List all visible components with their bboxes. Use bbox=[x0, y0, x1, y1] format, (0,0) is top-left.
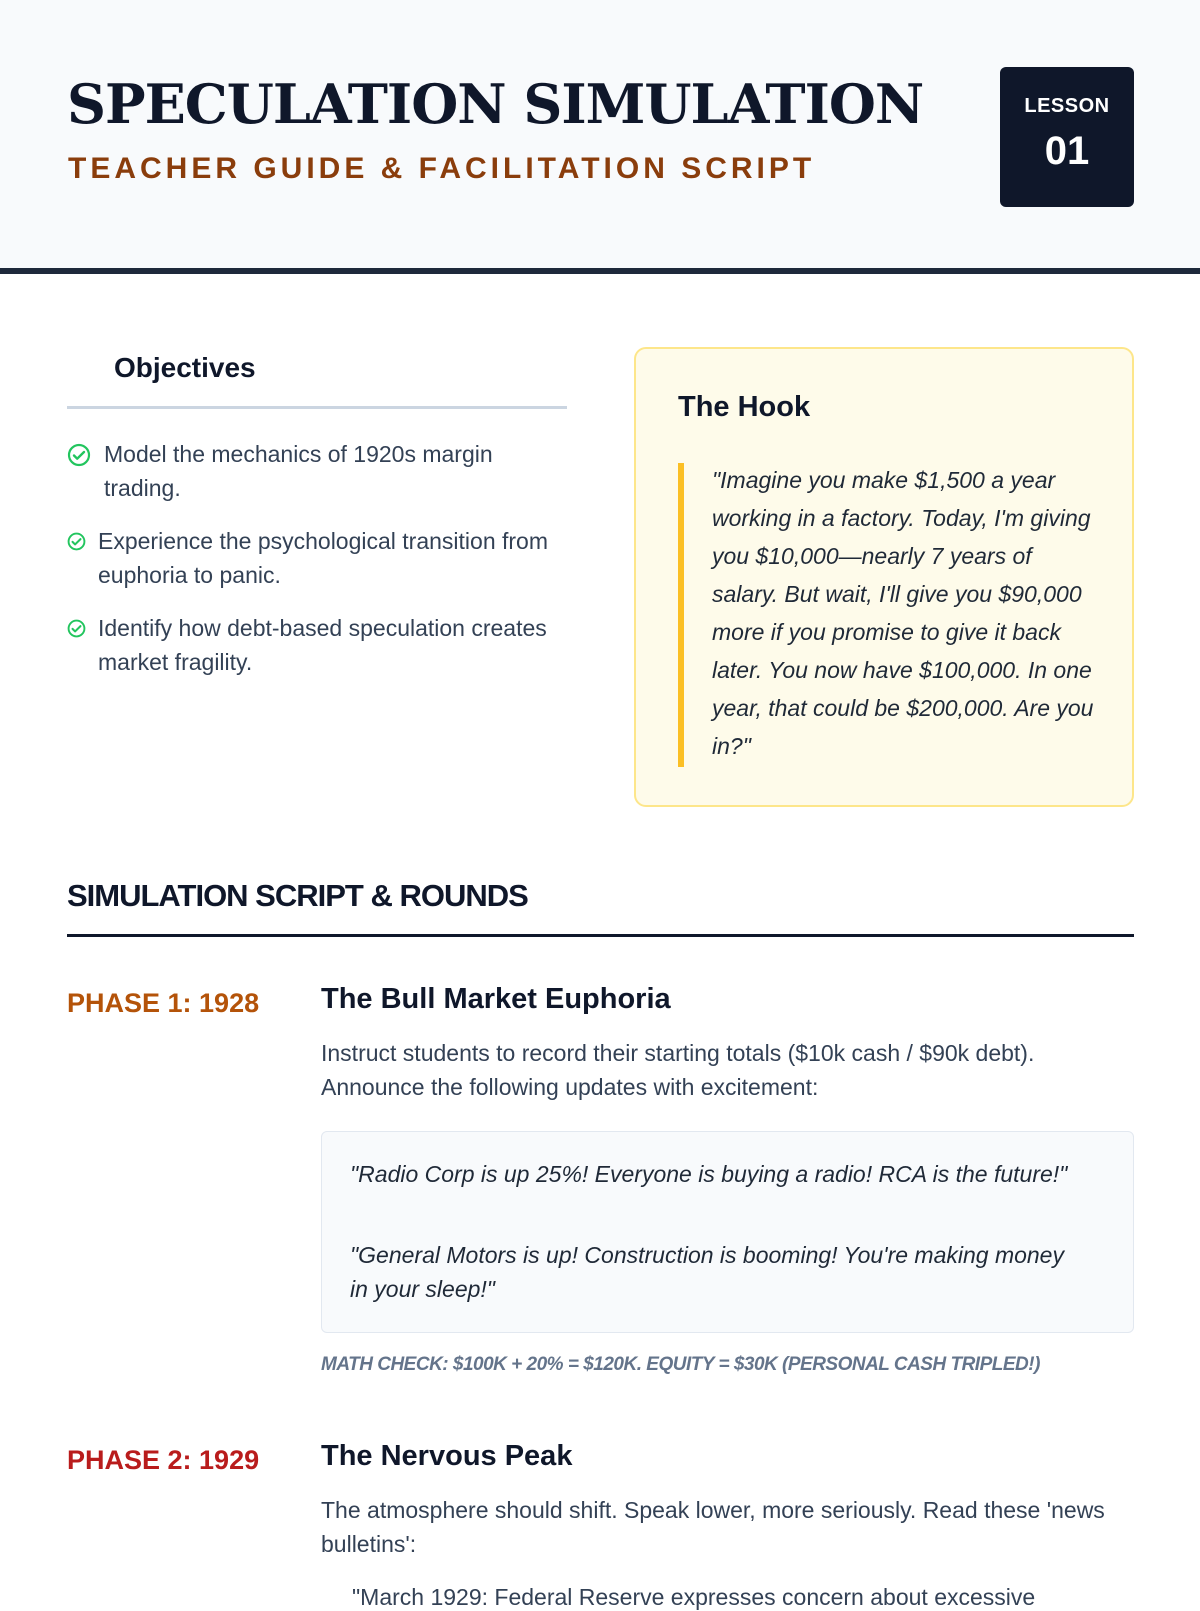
objective-item bbox=[67, 524, 557, 592]
objective-item bbox=[67, 611, 557, 679]
hook-quote: "Imagine you make $1,500 a year working in a factory. Today, I'm giving you $10,000—nearly 7 years of salary. But wait, I'll give you $90,000 more if you promise to give it back later. You now have $100,000. In one year, that could be $200,000. Are you in?" bbox=[712, 467, 1094, 759]
objective-text: Model the mechanics of 1920s margin trading. bbox=[104, 441, 493, 501]
phase-title: The Nervous Peak bbox=[321, 1440, 573, 1472]
math-check: MATH CHECK: $100K + 20% = $120K. EQUITY = $30K (PERSONAL CASH TRIPLED!) bbox=[321, 1354, 1040, 1375]
quote-box bbox=[321, 1131, 1134, 1333]
page-title: SPECULATION SIMULATION bbox=[67, 72, 924, 136]
phase-label: PHASE 1: 1928 bbox=[67, 988, 260, 1018]
check-circle-icon bbox=[67, 619, 86, 638]
objective-text: Experience the psychological transition from euphoria to panic. bbox=[98, 528, 549, 588]
phase-description: Instruct students to record their starting totals ($10k cash / $90k debt). Announce the following updates with excitement: bbox=[321, 1040, 1035, 1100]
bulletin-line: "March 1929: Federal Reserve expresses concern about excessive bbox=[352, 1584, 1036, 1610]
page-subtitle: TEACHER GUIDE & FACILITATION SCRIPT bbox=[68, 152, 816, 185]
phase-description: The atmosphere should shift. Speak lower, more seriously. Read these 'news bulletins': bbox=[321, 1497, 1105, 1557]
check-circle-icon bbox=[67, 532, 86, 551]
lesson-number: 01 bbox=[1044, 129, 1090, 173]
section-title: SIMULATION SCRIPT & ROUNDS bbox=[67, 878, 528, 913]
header bbox=[0, 0, 1200, 274]
objective-item bbox=[67, 437, 557, 505]
lesson-badge bbox=[1000, 67, 1134, 207]
quote-line: "General Motors is up! Construction is booming! You're making money in your sleep!" bbox=[350, 1242, 1064, 1302]
objectives-title: Objectives bbox=[114, 352, 256, 383]
quote-line: "Radio Corp is up 25%! Everyone is buying a radio! RCA is the future!" bbox=[350, 1161, 1068, 1187]
phase-title: The Bull Market Euphoria bbox=[321, 983, 671, 1015]
check-circle-icon bbox=[67, 443, 91, 467]
hook-card bbox=[634, 347, 1134, 807]
hook-quote-bar bbox=[678, 463, 684, 767]
phase-label: PHASE 2: 1929 bbox=[67, 1445, 260, 1475]
objective-text: Identify how debt-based speculation creates market fragility. bbox=[98, 615, 547, 675]
lesson-label: LESSON bbox=[1024, 95, 1110, 117]
section-divider bbox=[67, 934, 1134, 937]
objectives-divider bbox=[67, 406, 567, 409]
hook-title: The Hook bbox=[678, 391, 811, 423]
